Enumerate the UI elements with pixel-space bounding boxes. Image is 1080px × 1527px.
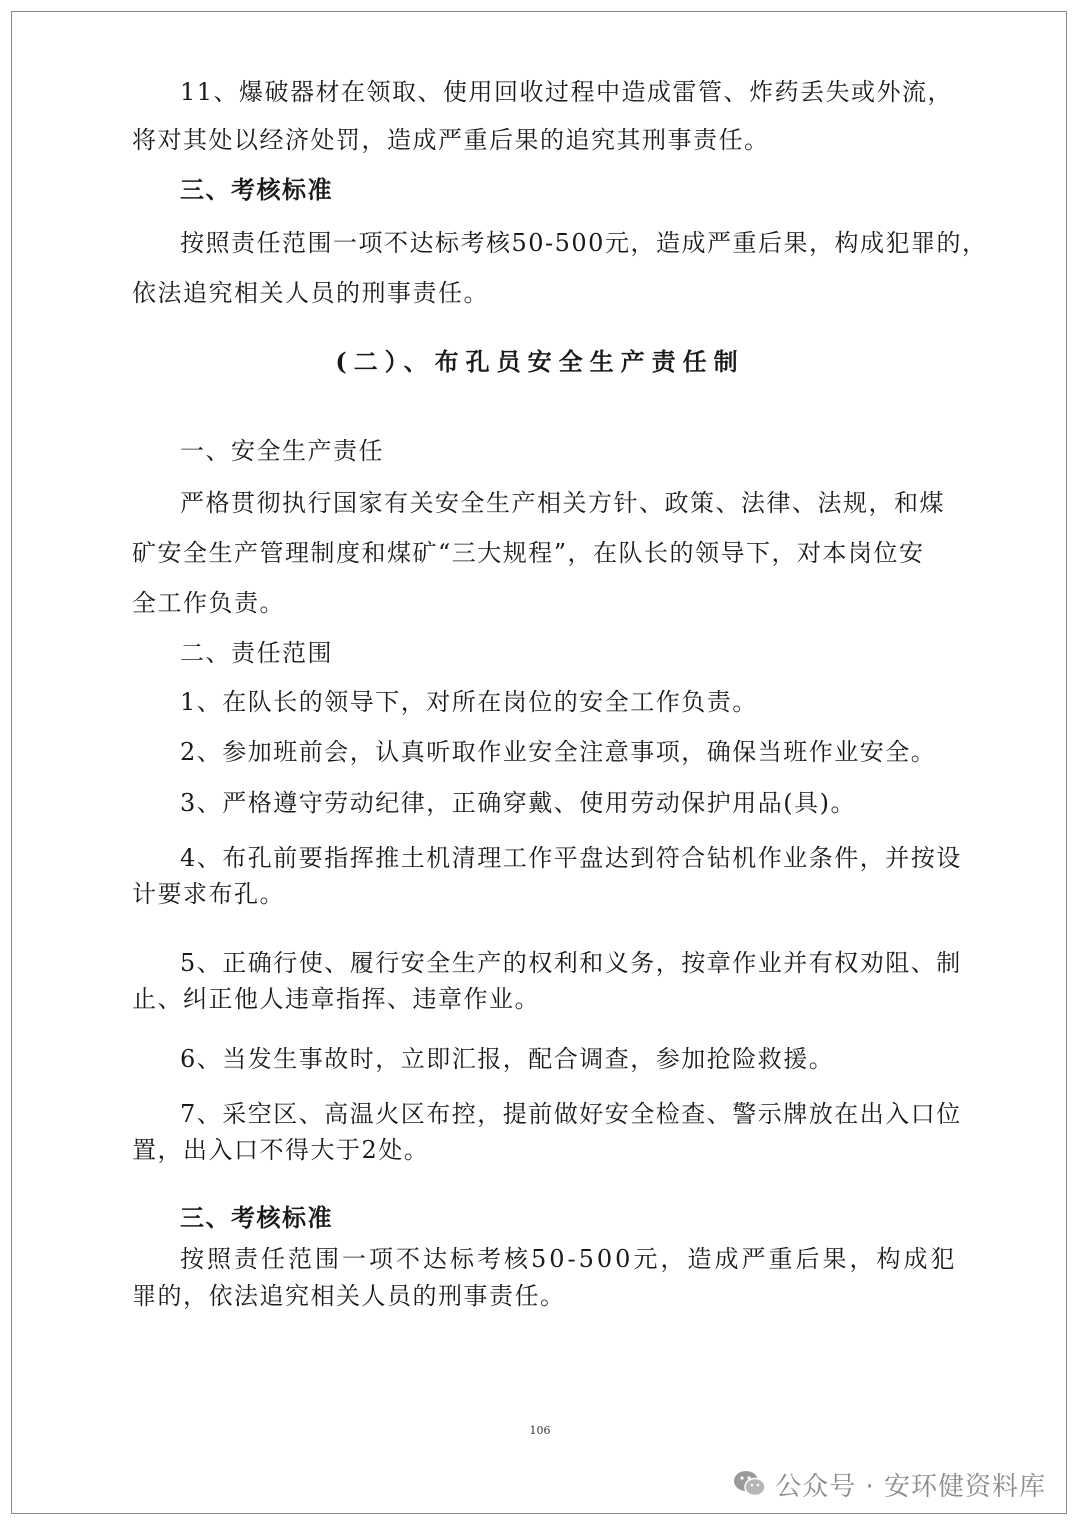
- page-number: 106: [529, 1424, 551, 1437]
- section-heading-scope: 二、责任范围: [180, 639, 333, 667]
- scope-item-7-line-2: 置，出入口不得大于2处。: [132, 1136, 430, 1164]
- assessment-b-line-1: 按照责任范围一项不达标考核50-500元，造成严重后果，构成犯: [180, 1245, 958, 1273]
- scope-item-4-line-2: 计要求布孔。: [132, 880, 285, 908]
- chapter-title: (二）、布孔员安全生产责任制: [335, 347, 745, 376]
- scope-item-7-line-1: 7、采空区、高温火区布控，提前做好安全检查、警示牌放在出入口位: [180, 1100, 962, 1128]
- section-heading-assessment-b: 三、考核标准: [180, 1203, 333, 1232]
- section-heading-responsibility: 一、安全生产责任: [180, 437, 384, 465]
- assessment-a-line-1: 按照责任范围一项不达标考核50-500元，造成严重后果，构成犯罪的，: [180, 229, 988, 257]
- scope-item-5-line-2: 止、纠正他人违章指挥、违章作业。: [132, 985, 540, 1013]
- section-heading-assessment-a: 三、考核标准: [180, 175, 333, 204]
- wechat-icon: [733, 1469, 767, 1499]
- responsibility-line-3: 全工作负责。: [132, 589, 285, 617]
- watermark: [733, 1464, 1046, 1504]
- responsibility-line-2: 矿安全生产管理制度和煤矿“三大规程”，在队长的领导下，对本岗位安: [132, 539, 925, 567]
- scope-item-5-line-1: 5、正确行使、履行安全生产的权利和义务，按章作业并有权劝阻、制: [180, 949, 962, 977]
- scope-item-3: 3、严格遵守劳动纪律，正确穿戴、使用劳动保护用品(具)。: [180, 789, 856, 817]
- assessment-b-line-2: 罪的，依法追究相关人员的刑事责任。: [132, 1282, 566, 1310]
- paragraph-11-line-2: 将对其处以经济处罚，造成严重后果的追究其刑事责任。: [132, 126, 770, 154]
- scope-item-2: 2、参加班前会，认真听取作业安全注意事项，确保当班作业安全。: [180, 738, 937, 766]
- responsibility-line-1: 严格贯彻执行国家有关安全生产相关方针、政策、法律、法规，和煤: [180, 489, 945, 517]
- watermark-text: 公众号 · 安环健资料库: [775, 1471, 1046, 1502]
- scope-item-4-line-1: 4、布孔前要指挥推土机清理工作平盘达到符合钻机作业条件，并按设: [180, 844, 962, 872]
- assessment-a-line-2: 依法追究相关人员的刑事责任。: [132, 279, 489, 307]
- scope-item-1: 1、在队长的领导下，对所在岗位的安全工作负责。: [180, 688, 758, 716]
- paragraph-11-line-1: 11、爆破器材在领取、使用回收过程中造成雷管、炸药丢失或外流，: [180, 78, 954, 106]
- scope-item-6: 6、当发生事故时，立即汇报，配合调查，参加抢险救援。: [180, 1045, 835, 1073]
